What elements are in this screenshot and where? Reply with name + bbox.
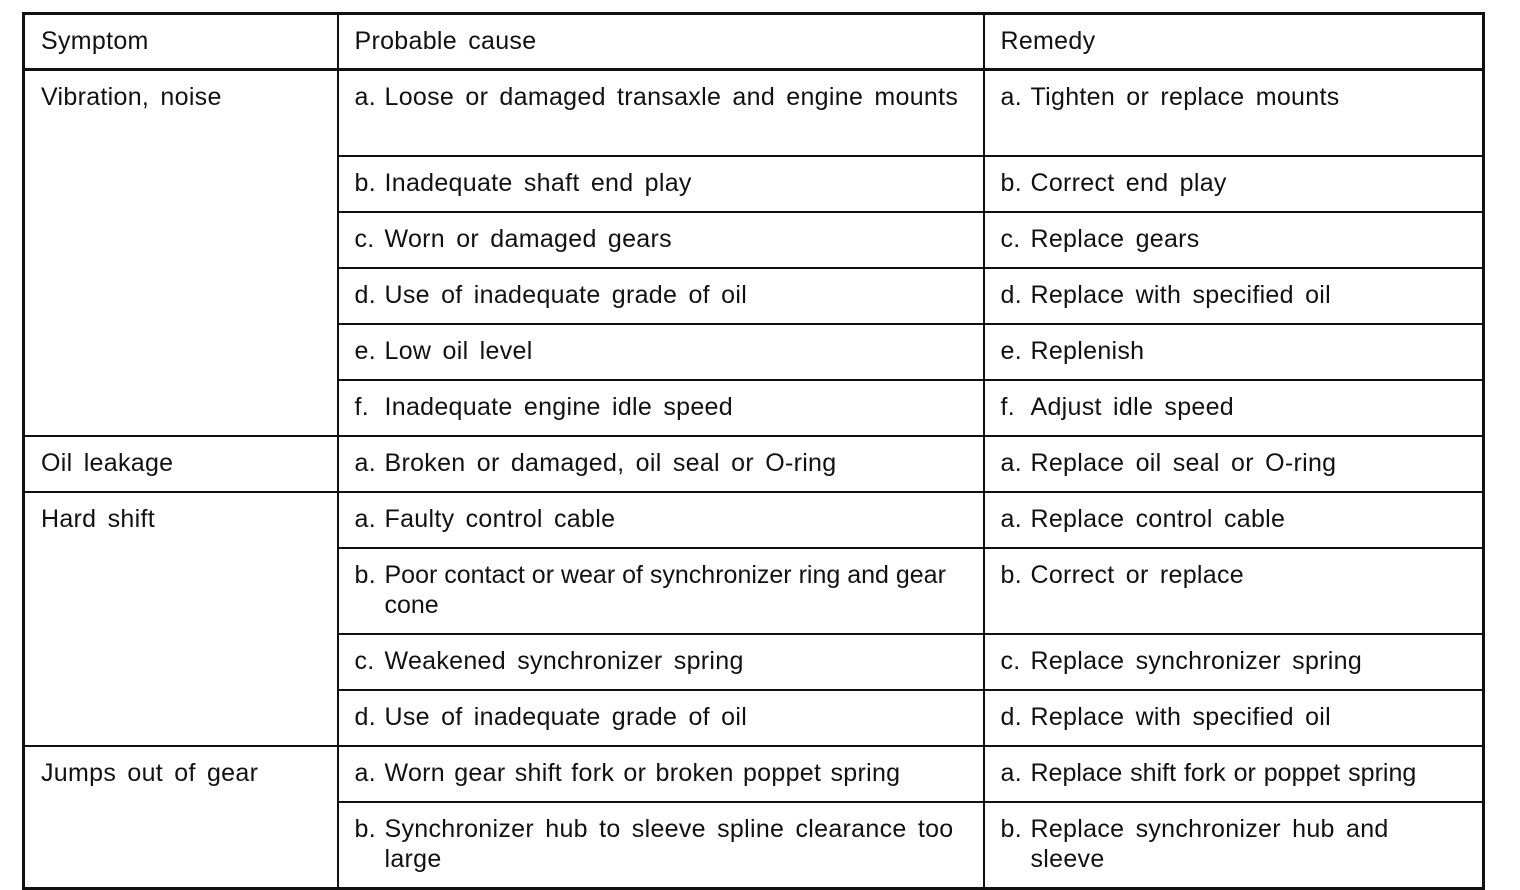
cause-cell [338,324,984,380]
remedy-letter: b. [1000,815,1022,843]
remedy-letter: b. [1000,561,1022,589]
remedy-text: Replace oil seal or O-ring [1030,449,1337,477]
cause-text: Inadequate engine idle speed [384,393,733,421]
cause-letter: c. [354,647,375,675]
cause-letter: f. [354,393,369,421]
remedy-cell [984,436,1484,492]
cause-text: Worn gear shift fork or broken poppet spring [384,759,901,787]
remedy-cell [984,380,1484,436]
table-header [24,14,1484,70]
cause-cell [338,690,984,746]
symptom-cell: Oil leakage [24,436,338,492]
remedy-cell [984,802,1484,889]
cause-text: Synchronizer hub to sleeve spline clearance too large [384,815,954,873]
remedy-letter: d. [1000,703,1022,731]
troubleshooting-table [22,12,1485,890]
table-row [24,492,1484,548]
remedy-cell [984,548,1484,634]
remedy-letter: a. [1000,505,1022,533]
cause-cell [338,548,984,634]
remedy-cell [984,492,1484,548]
remedy-letter: c. [1000,225,1021,253]
cause-text: Broken or damaged, oil seal or O-ring [384,449,837,477]
remedy-cell [984,690,1484,746]
remedy-cell [984,70,1484,157]
remedy-text: Tighten or replace mounts [1030,83,1340,111]
remedy-text: Replenish [1030,337,1145,365]
cause-cell [338,634,984,690]
cause-cell [338,746,984,802]
remedy-text: Replace gears [1030,225,1200,253]
cause-text: Inadequate shaft end play [384,169,692,197]
table-row [24,436,1484,492]
cause-text: Weakened synchronizer spring [384,647,744,675]
remedy-cell [984,634,1484,690]
symptom-cell: Vibration, noise [24,70,338,437]
cause-text: Poor contact or wear of synchronizer ring and gear cone [384,561,946,619]
cause-cell [338,802,984,889]
table-row [24,70,1484,157]
symptom-cell: Jumps out of gear [24,746,338,889]
remedy-text: Replace with specified oil [1030,281,1332,309]
symptom-cell: Hard shift [24,492,338,746]
remedy-letter: f. [1000,393,1015,421]
cause-letter: a. [354,759,376,787]
remedy-letter: e. [1000,337,1022,365]
cause-cell [338,492,984,548]
cause-letter: b. [354,561,376,589]
remedy-text: Replace synchronizer spring [1030,647,1363,675]
header-row [24,14,1484,70]
remedy-text: Correct end play [1030,169,1227,197]
cause-cell [338,212,984,268]
cause-text: Low oil level [384,337,533,365]
cause-letter: c. [354,225,375,253]
header-symptom: Symptom [24,14,338,70]
remedy-cell [984,746,1484,802]
cause-cell [338,268,984,324]
remedy-text: Replace control cable [1030,505,1286,533]
cause-letter: b. [354,169,376,197]
header-remedy: Remedy [984,14,1484,70]
cause-letter: a. [354,449,376,477]
remedy-cell [984,156,1484,212]
remedy-text: Replace shift fork or poppet spring [1030,759,1417,787]
cause-letter: a. [354,83,376,111]
cause-letter: d. [354,703,376,731]
remedy-cell [984,212,1484,268]
cause-text: Worn or damaged gears [384,225,672,253]
cause-text: Loose or damaged transaxle and engine mounts [384,83,959,111]
cause-cell [338,380,984,436]
remedy-letter: b. [1000,169,1022,197]
cause-letter: d. [354,281,376,309]
remedy-letter: a. [1000,759,1022,787]
cause-letter: e. [354,337,376,365]
remedy-letter: c. [1000,647,1021,675]
header-probable-cause: Probable cause [338,14,984,70]
cause-letter: b. [354,815,376,843]
remedy-cell [984,268,1484,324]
remedy-letter: a. [1000,449,1022,477]
remedy-cell [984,324,1484,380]
cause-letter: a. [354,505,376,533]
table-row [24,746,1484,802]
cause-text: Faulty control cable [384,505,616,533]
remedy-text: Replace synchronizer hub and sleeve [1030,815,1389,873]
table-body [24,70,1484,889]
cause-cell [338,70,984,157]
cause-cell [338,156,984,212]
remedy-text: Replace with specified oil [1030,703,1332,731]
remedy-letter: a. [1000,83,1022,111]
cause-text: Use of inadequate grade of oil [384,703,748,731]
cause-cell [338,436,984,492]
remedy-text: Correct or replace [1030,561,1244,589]
remedy-letter: d. [1000,281,1022,309]
remedy-text: Adjust idle speed [1030,393,1235,421]
cause-text: Use of inadequate grade of oil [384,281,748,309]
